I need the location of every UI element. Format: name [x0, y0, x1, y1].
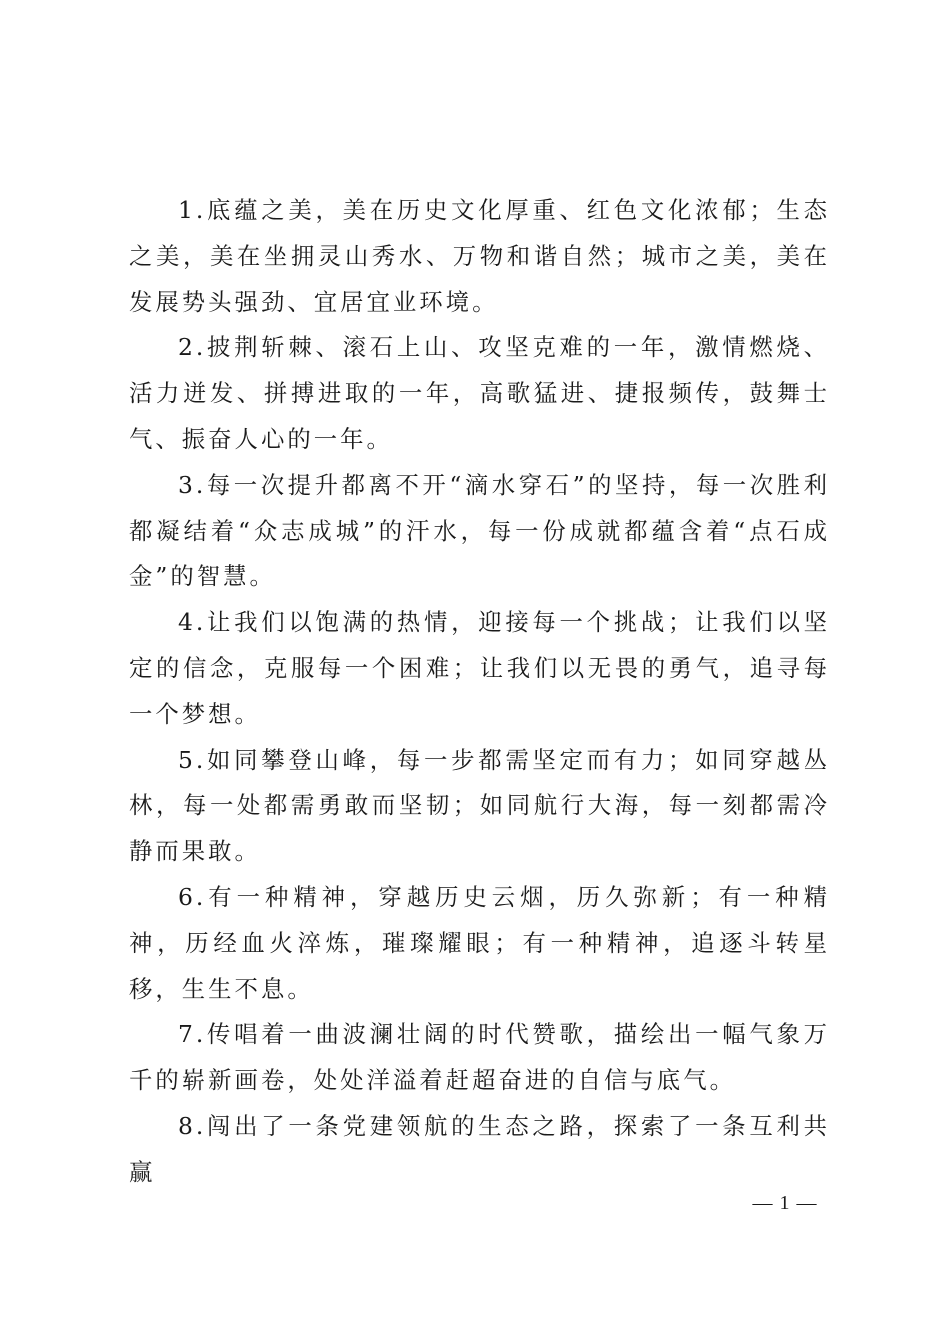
- paragraph-3: 3.每一次提升都离不开“滴水穿石”的坚持，每一次胜利都凝结着“众志成城”的汗水，每一份成就都蕴含着“点石成金”的智慧。: [129, 470, 830, 591]
- paragraph-6: 6.有一种精神，穿越历史云烟，历久弥新；有一种精神，历经血火淬炼，璀璨耀眼；有一种精神，追逐斗转星移，生生不息。: [129, 882, 830, 1003]
- document-body: [129, 188, 830, 1196]
- paragraph-5: 5.如同攀登山峰，每一步都需坚定而有力；如同穿越丛林，每一处都需勇敢而坚韧；如同航行大海，每一刻都需冷静而果敢。: [129, 745, 830, 866]
- page-number: — 1 —: [752, 1192, 818, 1214]
- paragraph-1: 1.底蕴之美，美在历史文化厚重、红色文化浓郁；生态之美，美在坐拥灵山秀水、万物和谐自然；城市之美，美在发展势头强劲、宜居宜业环境。: [129, 196, 830, 316]
- paragraph-2: 2.披荆斩棘、滚石上山、攻坚克难的一年，激情燃烧、活力迸发、拼搏进取的一年，高歌猛进、捷报频传，鼓舞士气、振奋人心的一年。: [129, 333, 830, 453]
- paragraph-8: 8.闯出了一条党建领航的生态之路，探索了一条互利共赢: [129, 1111, 830, 1186]
- paragraph-4: 4.让我们以饱满的热情，迎接每一个挑战；让我们以坚定的信念，克服每一个困难；让我们以无畏的勇气，追寻每一个梦想。: [129, 608, 830, 728]
- paragraph-7: 7.传唱着一曲波澜壮阔的时代赞歌，描绘出一幅气象万千的崭新画卷，处处洋溢着赶超奋进的自信与底气。: [129, 1020, 830, 1095]
